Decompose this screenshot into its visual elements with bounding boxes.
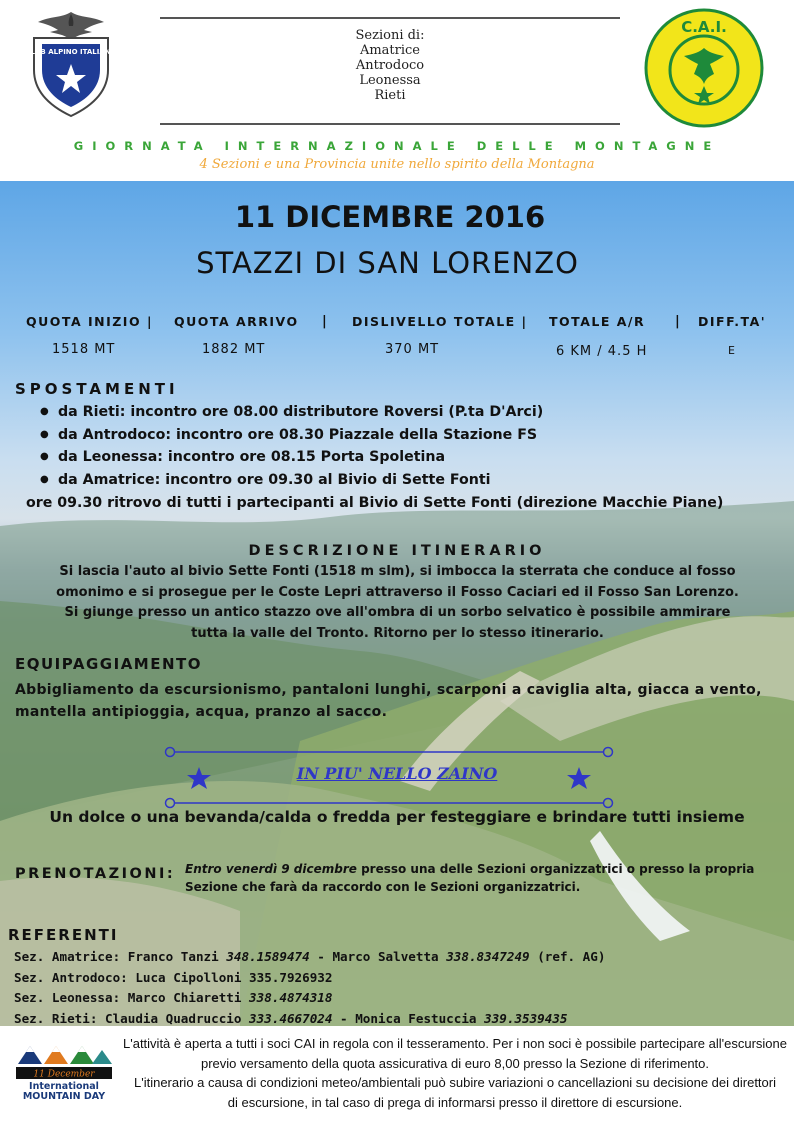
spostamenti-list xyxy=(40,401,543,491)
dislivello-label: DISLIVELLO TOTALE | xyxy=(352,314,528,329)
referente-text: Sez. Amatrice: Franco Tanzi xyxy=(14,949,227,964)
prenotazioni-text: Sezione che farà da raccordo con le Sezioni organizzatrici. xyxy=(185,880,581,894)
quota-inizio-label: QUOTA INIZIO | xyxy=(26,314,154,329)
diff-label: DIFF.TA' xyxy=(698,314,767,329)
referente-text: Sez. Antrodoco: Luca Cipolloni 335.7926932 xyxy=(14,969,333,985)
zaino-text: Un dolce o una bevanda/calda o fredda per festeggiare e brindare tutti insieme xyxy=(49,808,745,826)
spostamento-item: ● da Antrodoco: incontro ore 08.30 Piazzale della Stazione FS xyxy=(40,424,543,447)
prenotazioni-text: presso una delle Sezioni organizzatrici o presso la propria xyxy=(356,862,755,876)
totale-value: 6 KM / 4.5 H xyxy=(556,344,648,359)
descrizione-line: Si giunge presso un antico stazzo ove all'ombra di un sorbo selvatico è possibile ammirare xyxy=(64,605,731,620)
sections-box xyxy=(160,28,620,103)
descrizione-body xyxy=(40,562,755,644)
imd-line2: MOUNTAIN DAY xyxy=(22,1091,106,1102)
sections-label: Sezioni di: xyxy=(355,28,425,43)
header-bottom-rule xyxy=(160,123,620,125)
svg-text:C.A.I.: C.A.I. xyxy=(681,18,727,36)
stats-separator: | xyxy=(322,314,327,329)
section-leonessa: Leonessa xyxy=(359,73,421,88)
footer-text xyxy=(120,1034,790,1112)
prenotazioni-body xyxy=(185,860,780,896)
referente-text: - Marco Salvetta xyxy=(309,949,447,964)
alpinismo-giovanile-logo xyxy=(644,8,764,128)
stats-separator: | xyxy=(675,314,680,329)
spostamenti-title: SPOSTAMENTI xyxy=(15,380,179,398)
star-icon xyxy=(566,766,592,790)
imd-date: 11 December xyxy=(33,1069,95,1080)
zaino-top-rule xyxy=(164,743,614,755)
referente-phone: 338.4874318 xyxy=(249,990,333,1005)
prenotazioni-deadline: Entro venerdì 9 dicembre xyxy=(185,862,357,876)
referenti-list xyxy=(14,947,605,1029)
cai-logo-text: CLUB ALPINO ITALIANO xyxy=(25,48,117,56)
international-mountain-day-logo xyxy=(14,1040,114,1102)
referente-text: (ref. AG) xyxy=(529,949,606,964)
spostamento-item: ● da Rieti: incontro ore 08.00 distributore Roversi (P.ta D'Arci) xyxy=(40,401,543,424)
equipaggiamento-line: Abbigliamento da escursionismo, pantaloni lunghi, scarponi a caviglia alta, giacca a vento, xyxy=(15,682,762,698)
section-rieti: Rieti xyxy=(374,88,406,103)
referente-phone: 348.1589474 xyxy=(226,949,310,964)
imd-line1: International xyxy=(29,1081,99,1092)
ritrovo-text: ore 09.30 ritrovo di tutti i partecipanti al Bivio di Sette Fonti (direzione Macchie Piane) xyxy=(26,495,724,511)
referente-row xyxy=(14,947,605,968)
tagline: 4 Sezioni e una Provincia unite nello spirito della Montagna xyxy=(199,157,595,172)
equipaggiamento-body xyxy=(15,679,785,723)
referente-row xyxy=(14,988,605,1009)
event-date: 11 DICEMBRE 2016 xyxy=(234,200,546,234)
event-place: STAZZI DI SAN LORENZO xyxy=(196,246,579,280)
descrizione-title: DESCRIZIONE ITINERARIO xyxy=(248,543,546,559)
quota-inizio-value: 1518 MT xyxy=(52,342,116,357)
descrizione-line: tutta la valle del Tronto. Ritorno per lo stesso itinerario. xyxy=(191,625,604,641)
header-top-rule xyxy=(160,17,620,19)
referenti-title: REFERENTI xyxy=(8,926,119,944)
footer-line: L'itinerario a causa di condizioni meteo/ambientali può subire variazioni o cancellazioni su decisione dei direttori xyxy=(133,1075,776,1090)
quota-arrivo-label: QUOTA ARRIVO xyxy=(174,314,299,329)
referente-text: Sez. Leonessa: Marco Chiaretti xyxy=(14,990,250,1005)
referente-phone: 339.3539435 xyxy=(484,1010,568,1026)
equipaggiamento-line: mantella antipioggia, acqua, pranzo al sacco. xyxy=(15,704,388,720)
zaino-bottom-rule xyxy=(164,794,614,806)
spostamento-item: ● da Amatrice: incontro ore 09.30 al Bivio di Sette Fonti xyxy=(40,469,543,492)
descrizione-line: omonimo e si prosegue per le Coste Lepri attraverso il Fosso Caciari ed il Fosso San Lorenzo. xyxy=(56,584,739,600)
referente-row xyxy=(14,968,605,989)
quota-arrivo-value: 1882 MT xyxy=(202,342,266,357)
equipaggiamento-title: EQUIPAGGIAMENTO xyxy=(15,655,203,673)
descrizione-line: Si lascia l'auto al bivio Sette Fonti (1518 m slm), si imbocca la sterrata che conduce al fosso xyxy=(59,564,736,579)
dislivello-value: 370 MT xyxy=(385,342,440,357)
giornata-title: GIORNATA INTERNAZIONALE DELLE MONTAGNE xyxy=(73,139,721,153)
referente-text: - Monica Festuccia xyxy=(332,1010,485,1026)
section-antrodoco: Antrodoco xyxy=(355,58,425,73)
referente-phone: 333.4667024 xyxy=(249,1010,333,1026)
diff-value: E xyxy=(728,344,736,357)
footer-line: di escursione, in tal caso di prega di informarsi presso il direttore di escursione. xyxy=(227,1094,683,1110)
footer-line: L'attività è aperta a tutti i soci CAI in regola con il tesseramento. Per i non soci è possibile partecipare all'escursione xyxy=(123,1036,787,1051)
footer-line: previo versamento della quota assicurativa di euro 8,00 presso la Sezione di riferimento. xyxy=(201,1055,709,1071)
section-amatrice: Amatrice xyxy=(359,43,421,58)
totale-label: TOTALE A/R xyxy=(549,314,646,329)
zaino-title: IN PIU' NELLO ZAINO xyxy=(296,764,498,783)
cai-logo xyxy=(22,8,120,120)
prenotazioni-title: PRENOTAZIONI: xyxy=(15,866,176,882)
referente-phone: 338.8347249 xyxy=(446,949,530,964)
referente-text: Sez. Rieti: Claudia Quadruccio xyxy=(14,1010,250,1026)
spostamento-item: ● da Leonessa: incontro ore 08.15 Porta Spoletina xyxy=(40,446,543,469)
